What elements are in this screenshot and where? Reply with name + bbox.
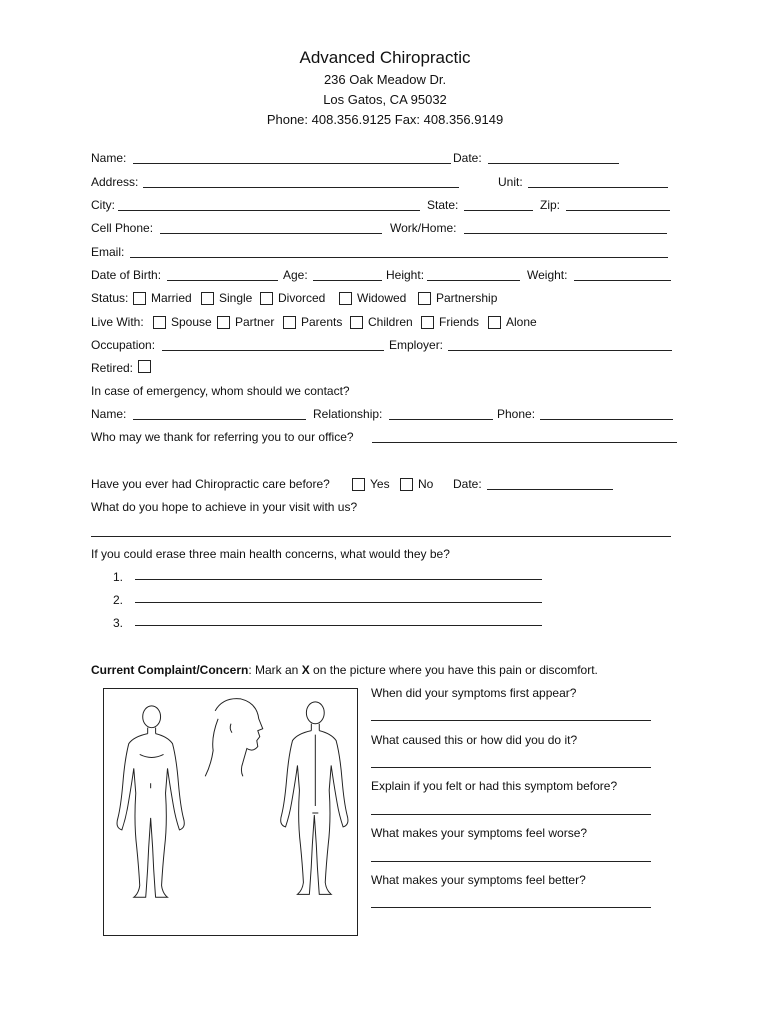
occupation-field[interactable] [162,350,384,351]
question-symptoms-appear: When did your symptoms first appear? [371,686,577,700]
answer-line[interactable] [371,767,651,768]
employer-field[interactable] [448,350,672,351]
city-field[interactable] [118,210,420,211]
checkbox-icon[interactable] [260,292,273,305]
live-with-row [91,314,681,332]
status-option-label: Single [219,291,253,305]
answer-line[interactable] [371,861,651,862]
question-felt-before: Explain if you felt or had this symptom before? [371,779,618,793]
city-row [91,197,681,215]
occupation-row [91,337,681,355]
retired-row [91,360,291,378]
checkbox-icon[interactable] [352,478,365,491]
state-label: State: [427,198,459,212]
email-label: Email: [91,245,125,259]
emergency-name-label: Name: [91,407,127,421]
concern-field[interactable] [135,579,542,580]
status-option-widowed[interactable] [339,290,406,306]
emergency-relationship-field[interactable] [389,419,493,420]
concerns-row [91,546,541,564]
city-label: City: [91,198,115,212]
dob-field[interactable] [167,280,278,281]
dob-row [91,267,681,285]
dob-label: Date of Birth: [91,268,162,282]
height-field[interactable] [427,280,520,281]
concerns-label: If you could erase three main health concerns, what would they be? [91,547,450,561]
emergency-phone-label: Phone: [497,407,536,421]
hope-field[interactable] [91,536,671,537]
complaint-instruction-part: : Mark an [248,663,302,677]
concern-number: 3. [113,616,124,630]
zip-label: Zip: [540,198,561,212]
email-field[interactable] [130,257,668,258]
complaint-heading-row [91,662,651,680]
live-with-option-label: Parents [301,315,343,329]
live-with-option-alone[interactable] [488,314,537,330]
zip-field[interactable] [566,210,670,211]
status-option-married[interactable] [133,290,192,306]
body-diagram-figures [104,689,357,935]
live-with-option-label: Friends [439,315,480,329]
state-field[interactable] [464,210,533,211]
clinic-address-city: Los Gatos, CA 95032 [323,92,447,107]
status-row [91,290,681,308]
concern-field[interactable] [135,602,542,603]
status-option-divorced[interactable] [260,290,325,306]
complaint-instruction-x: X [301,663,310,677]
checkbox-icon[interactable] [350,316,363,329]
question-cause: What caused this or how did you do it? [371,733,578,747]
cell-phone-field[interactable] [160,233,382,234]
date-field[interactable] [488,163,619,164]
chiro-before-row [91,476,681,494]
checkbox-icon[interactable] [133,292,146,305]
work-home-label: Work/Home: [390,221,457,235]
unit-label: Unit: [498,175,523,189]
live-with-option-friends[interactable] [421,314,479,330]
chiro-yes-option[interactable] [352,476,390,492]
checkbox-icon[interactable] [217,316,230,329]
chiro-before-label: Have you ever had Chiropractic care before? [91,477,330,491]
live-with-option-children[interactable] [350,314,413,330]
status-option-label: Partnership [436,291,498,305]
retired-label: Retired: [91,361,134,375]
body-diagram[interactable] [103,688,358,936]
status-option-label: Married [151,291,192,305]
address-field[interactable] [143,187,459,188]
side-head-figure [205,699,263,777]
question-feel-better: What makes your symptoms feel better? [371,873,586,887]
emergency-relationship-label: Relationship: [313,407,383,421]
work-home-field[interactable] [464,233,667,234]
clinic-phone-fax: Phone: 408.356.9125 Fax: 408.356.9149 [266,112,504,127]
address-row [91,174,681,192]
age-label: Age: [283,268,308,282]
concern-item [113,593,553,609]
clinic-name: Advanced Chiropractic [299,48,471,67]
retired-checkbox[interactable] [138,360,156,373]
concern-number: 1. [113,570,124,584]
chiro-date-label: Date: [453,477,482,491]
emergency-name-field[interactable] [133,419,306,420]
referral-label: Who may we thank for referring you to our office? [91,430,354,444]
emergency-phone-field[interactable] [540,419,673,420]
hope-label: What do you hope to achieve in your visit with us? [91,500,358,514]
referral-row [91,429,691,447]
unit-field[interactable] [528,187,668,188]
name-label: Name: [91,151,127,165]
answer-line[interactable] [371,814,651,815]
cell-phone-label: Cell Phone: [91,221,154,235]
live-with-label: Live With: [91,315,144,329]
live-with-option-label: Alone [506,315,537,329]
checkbox-icon[interactable] [138,360,151,373]
checkbox-icon[interactable] [400,478,413,491]
email-row [91,244,681,262]
clinic-address-street: 236 Oak Meadow Dr. [323,72,447,87]
status-option-single[interactable] [201,290,252,306]
name-date-row [91,150,631,168]
checkbox-icon[interactable] [283,316,296,329]
emergency-prompt: In case of emergency, whom should we contact? [91,384,350,398]
concern-number: 2. [113,593,124,607]
chiro-no-option[interactable] [400,476,433,492]
concern-field[interactable] [135,625,542,626]
date-label: Date: [453,151,482,165]
status-option-partnership[interactable] [418,290,497,306]
weight-field[interactable] [574,280,671,281]
phone-row [91,220,681,238]
live-with-option-label: Partner [235,315,275,329]
answer-line[interactable] [371,907,651,908]
address-label: Address: [91,175,139,189]
chiro-no-label: No [418,477,434,491]
complaint-instruction-part: on the picture where you have this pain or discomfort. [309,663,598,677]
concern-item [113,616,553,632]
status-label: Status: [91,291,129,305]
employer-label: Employer: [389,338,444,352]
occupation-label: Occupation: [91,338,156,352]
live-with-option-partner[interactable] [217,314,274,330]
answer-line[interactable] [371,720,651,721]
chiro-yes-label: Yes [370,477,390,491]
back-body-figure [281,702,348,894]
name-field[interactable] [133,163,451,164]
live-with-option-label: Children [368,315,413,329]
checkbox-icon[interactable] [339,292,352,305]
checkbox-icon[interactable] [153,316,166,329]
hope-row [91,499,491,517]
referral-field[interactable] [372,442,677,443]
question-feel-worse: What makes your symptoms feel worse? [371,826,588,840]
checkbox-icon[interactable] [201,292,214,305]
live-with-option-spouse[interactable] [153,314,212,330]
concern-item [113,570,553,586]
checkbox-icon[interactable] [488,316,501,329]
live-with-option-parents[interactable] [283,314,342,330]
status-option-label: Divorced [278,291,326,305]
age-field[interactable] [313,280,382,281]
height-label: Height: [386,268,425,282]
complaint-heading: Current Complaint/Concern [91,663,249,677]
checkbox-icon[interactable] [421,316,434,329]
weight-label: Weight: [527,268,568,282]
emergency-prompt-row [91,383,491,401]
emergency-contact-row [91,406,681,424]
live-with-option-label: Spouse [171,315,212,329]
status-option-label: Widowed [357,291,407,305]
front-body-figure [117,706,184,897]
chiro-date-field[interactable] [487,489,613,490]
checkbox-icon[interactable] [418,292,431,305]
